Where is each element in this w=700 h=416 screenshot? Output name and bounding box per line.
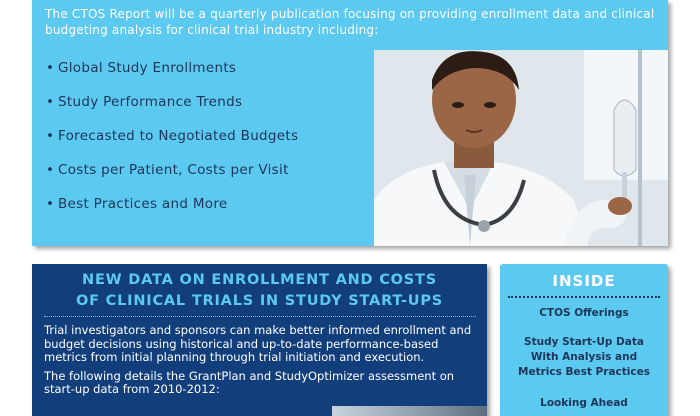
inside-item-study-start-up[interactable]: Study Start-Up Data With Analysis and Metrics Best Practices: [518, 336, 650, 378]
news-heading-line1: NEW DATA ON ENROLLMENT AND COSTS: [82, 272, 437, 288]
list-item: • Forecasted to Negotiated Budgets: [46, 128, 299, 144]
list-item: • Study Performance Trends: [46, 94, 243, 110]
list-item: • Global Study Enrollments: [46, 60, 237, 76]
news-panel: [32, 264, 487, 416]
news-body: [44, 324, 482, 397]
inside-panel: [500, 264, 668, 416]
inside-item-ctos-offerings[interactable]: CTOS Offerings: [539, 307, 629, 319]
inside-item-looking-ahead[interactable]: Looking Ahead: [540, 397, 628, 409]
news-heading: [32, 270, 487, 312]
news-paragraph-1: Trial investigators and sponsors can make better informed enrollment and budget decisions using historical and up-to-date performance-based metrics from initial planning through trial initiation and execution.: [44, 323, 472, 364]
doctor-illustration: [374, 50, 668, 246]
inside-heading: INSIDE: [552, 272, 616, 290]
intro-text: The CTOS Report will be a quarterly publication focusing on providing enrollment data and clinical budgeting analysis for clinical trial industry including:: [45, 7, 655, 37]
overview-panel: [32, 0, 668, 246]
list-item: • Best Practices and More: [46, 196, 228, 212]
news-paragraph-2: The following details the GrantPlan and StudyOptimizer assessment on start-up data from 2010-2012:: [44, 368, 455, 396]
inside-contents-list: [500, 306, 668, 411]
news-heading-line2: OF CLINICAL TRIALS IN STUDY START-UPS: [75, 293, 444, 309]
list-item: • Costs per Patient, Costs per Visit: [46, 162, 289, 178]
divider: [44, 316, 476, 317]
divider: [508, 296, 660, 298]
features-list: [46, 60, 298, 230]
doctor-photo: [374, 50, 668, 246]
news-photo: [332, 406, 487, 416]
